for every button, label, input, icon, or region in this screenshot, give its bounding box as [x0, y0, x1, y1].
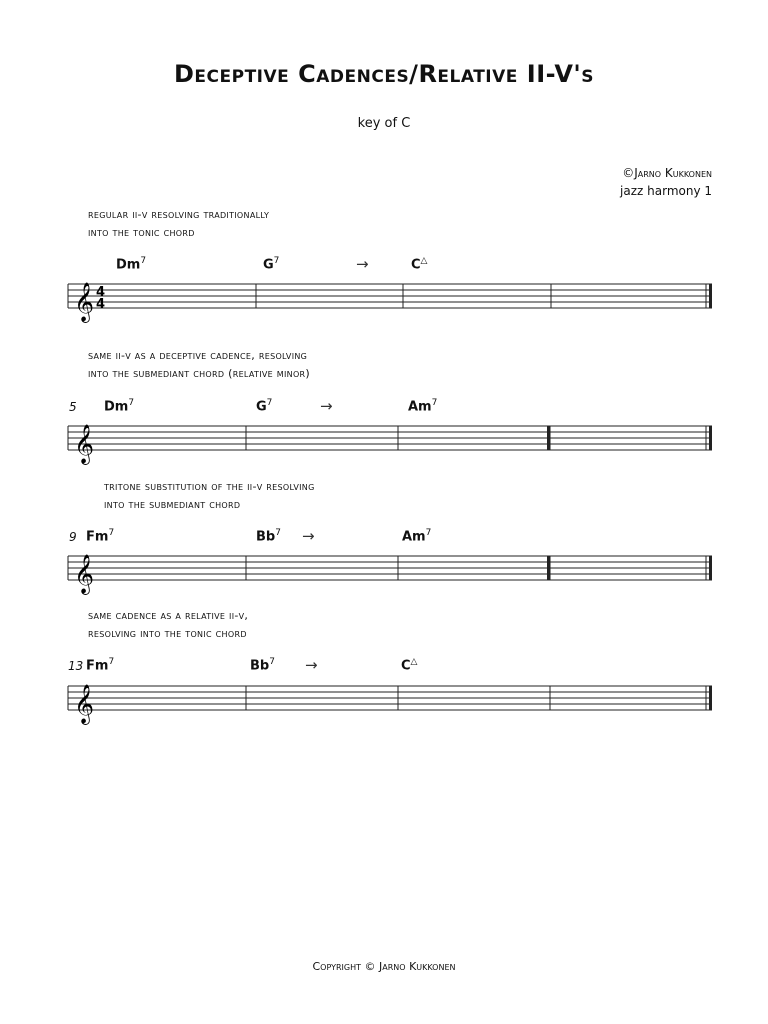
chord-symbol: Dm$^7$ — [116, 256, 147, 273]
chord-symbol: Am$^7$ — [408, 398, 438, 415]
measure-number: 9 — [69, 530, 77, 544]
chord-symbol: Fm$^7$ — [86, 657, 115, 674]
treble-clef-icon: 𝄞 — [74, 684, 95, 724]
resolution-arrow: → — [356, 255, 369, 273]
chord-symbol: Bb$^7$ — [256, 528, 281, 545]
staff-system-2 — [66, 410, 716, 470]
course-label: jazz harmony 1 — [620, 184, 712, 198]
chord-symbol: $G^7$ — [256, 398, 273, 415]
staff-system-4 — [66, 670, 716, 730]
measure-number: 13 — [68, 659, 84, 673]
measure-number: 5 — [69, 400, 77, 414]
resolution-arrow: → — [320, 397, 333, 415]
chord-symbol: Dm$^7$ — [104, 398, 135, 415]
system-4-note-line-2: resolving into the tonic chord — [88, 627, 247, 640]
system-2-note-line-1: same ii-v as a deceptive cadence, resolving — [88, 349, 308, 362]
chord-symbol: Fm$^7$ — [86, 528, 115, 545]
chord-symbol: Am$^7$ — [402, 528, 432, 545]
chord-symbol: Bb$^7$ — [250, 657, 275, 674]
chord-symbol: C△ — [401, 657, 418, 674]
resolution-arrow: → — [302, 527, 315, 545]
key-subtitle: key of C — [357, 116, 411, 131]
treble-clef-icon: 𝄞 — [74, 554, 95, 594]
system-1-note-line-2: into the tonic chord — [88, 226, 195, 239]
system-4-note-line-1: same cadence as a relative ii-v, — [88, 609, 249, 622]
author-credit: ©Jarno Kukkonen — [622, 166, 712, 180]
system-3-note-line-1: tritone substitution of the ii-v resolving — [104, 480, 315, 493]
treble-clef-icon: 𝄞 — [74, 424, 95, 464]
system-3-note-line-2: into the submediant chord — [104, 498, 241, 511]
time-signature-top: 4 — [96, 285, 106, 300]
system-1-note-line-1: regular ii-v resolving traditionally — [88, 208, 270, 221]
treble-clef-icon: 𝄞 — [74, 282, 95, 322]
staff-system-3 — [66, 540, 716, 600]
chord-symbol: C△ — [411, 256, 428, 273]
page-title: Deceptive Cadences/Relative II-V's — [174, 60, 594, 88]
staff-system-1 — [66, 268, 716, 328]
time-signature-bottom: 4 — [96, 297, 106, 312]
system-2-note-line-2: into the submediant chord (relative minor) — [88, 367, 310, 380]
footer-copyright: Copyright © Jarno Kukkonen — [312, 960, 456, 973]
chord-symbol: $G^7$ — [263, 256, 280, 273]
resolution-arrow: → — [305, 656, 318, 674]
